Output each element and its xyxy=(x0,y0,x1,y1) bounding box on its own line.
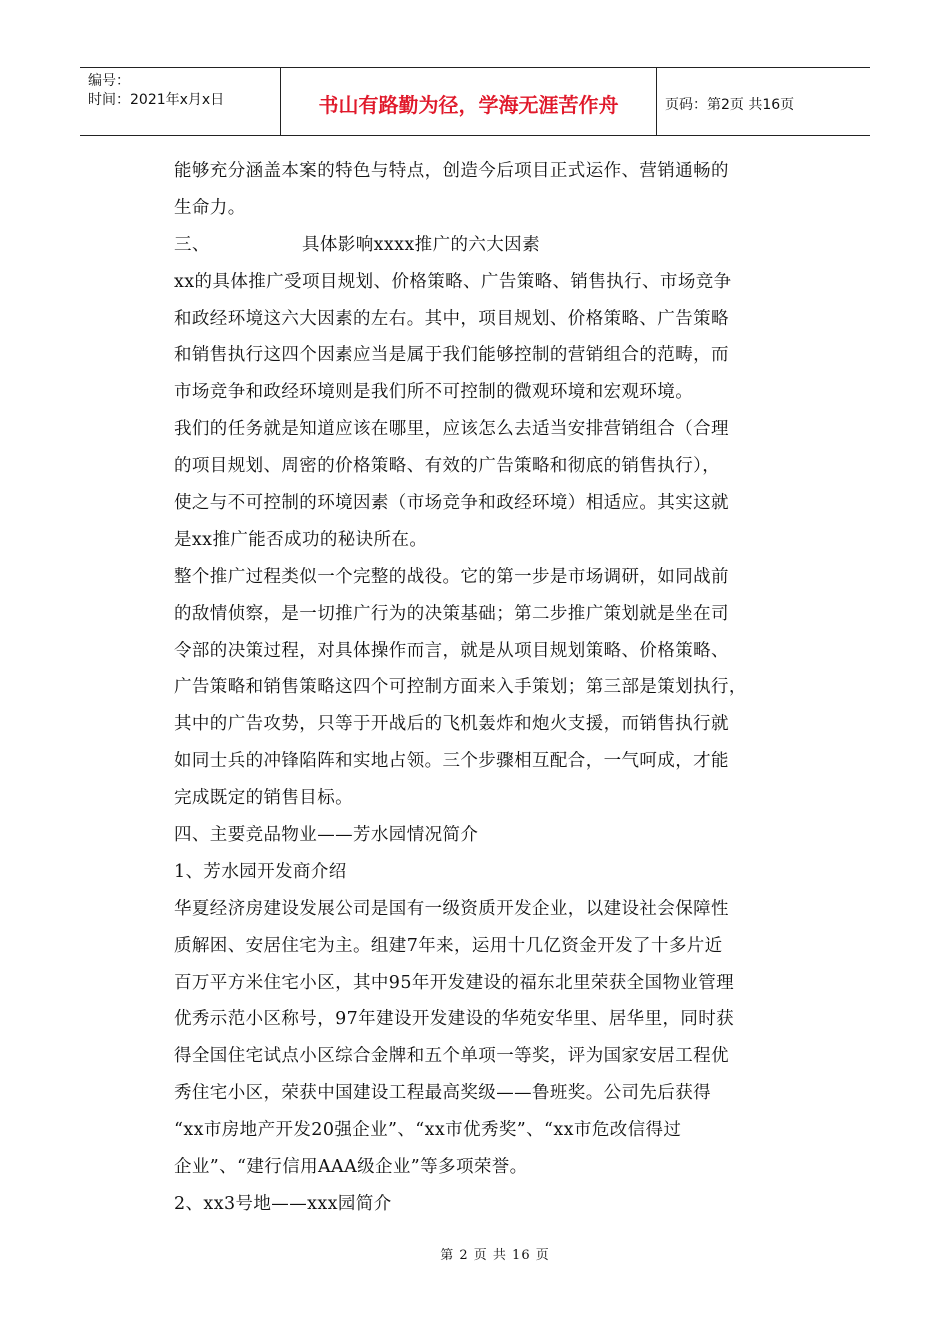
page-footer: 第 2 页 共 16 页 xyxy=(440,1248,550,1263)
paragraph-line: 令部的决策过程，对具体操作而言，就是从项目规划策略、价格策略、 xyxy=(174,640,729,661)
paragraph-line: “xx市房地产开发20强企业”、“xx市优秀奖”、“xx市危改信得过 xyxy=(174,1120,682,1141)
paragraph-line: 优秀示范小区称号，97年建设开发建设的华苑安华里、居华里，同时获 xyxy=(174,1009,735,1030)
paragraph-line: 市场竞争和政经环境则是我们所不可控制的微观环境和宏观环境。 xyxy=(174,382,694,403)
document-number-label: 编号： xyxy=(88,73,130,89)
paragraph-line: 的敌情侦察，是一切推广行为的决策基础；第二步推广策划就是坐在司 xyxy=(174,603,729,624)
paragraph-line: 整个推广过程类似一个完整的战役。它的第一步是市场调研，如同战前 xyxy=(174,566,729,587)
paragraph-line: 我们的任务就是知道应该在哪里，应该怎么去适当安排营销组合（合理 xyxy=(174,419,729,440)
section-heading-text: 具体影响xxxx推广的六大因素 xyxy=(302,234,540,255)
paragraph-line: 得全国住宅试点小区综合金牌和五个单项一等奖，评为国家安居工程优 xyxy=(174,1046,729,1067)
section-heading-4: 四、主要竞品物业——芳水园情况简介 xyxy=(174,825,479,846)
paragraph-line: 和销售执行这四个因素应当是属于我们能够控制的营销组合的范畴，而 xyxy=(174,345,729,366)
paragraph-line: 质解困、安居住宅为主。组建7年来，运用十几亿资金开发了十多片近 xyxy=(174,935,723,956)
header-meta xyxy=(80,68,281,135)
document-body xyxy=(174,153,786,1223)
subsection-heading-2: 2、xx3号地——xxx园简介 xyxy=(174,1193,392,1214)
paragraph-line: 使之与不可控制的环境因素（市场竞争和政经环境）相适应。其实这就 xyxy=(174,493,729,514)
paragraph-line: 华夏经济房建设发展公司是国有一级资质开发企业，以建设社会保障性 xyxy=(174,898,729,919)
paragraph-line: 秀住宅小区，荣获中国建设工程最高奖级——鲁班奖。公司先后获得 xyxy=(174,1083,711,1104)
paragraph-line: 是xx推广能否成功的秘诀所在。 xyxy=(174,529,428,550)
paragraph-line: 其中的广告攻势，只等于开战后的飞机轰炸和炮火支援，而销售执行就 xyxy=(174,714,729,735)
subsection-heading-1: 1、芳水园开发商介绍 xyxy=(174,861,347,882)
paragraph-line: 企业”、“建行信用AAA级企业”等多项荣誉。 xyxy=(174,1157,528,1178)
header-motto: 书山有路勤为径，学海无涯苦作舟 xyxy=(281,68,657,135)
paragraph-line: 完成既定的销售目标。 xyxy=(174,788,353,809)
document-time-label: 时间：2021年x月x日 xyxy=(88,92,225,108)
paragraph-line: 如同士兵的冲锋陷阵和实地占领。三个步骤相互配合，一气呵成，才能 xyxy=(174,751,729,772)
section-heading-number: 三、 xyxy=(174,234,210,255)
paragraph-line: 和政经环境这六大因素的左右。其中，项目规划、价格策略、广告策略 xyxy=(174,308,729,329)
section-heading-3 xyxy=(174,227,786,264)
paragraph-line: 广告策略和销售策略这四个可控制方面来入手策划；第三部是策划执行， xyxy=(174,677,747,698)
header-page-info: 页码：第2页 共16页 xyxy=(665,96,795,113)
paragraph-line: 百万平方米住宅小区，其中95年开发建设的福东北里荣获全国物业管理 xyxy=(174,972,735,993)
paragraph-line: 能够充分涵盖本案的特色与特点，创造今后项目正式运作、营销通畅的 xyxy=(174,161,729,181)
page-header xyxy=(80,67,870,136)
paragraph-line: xx的具体推广受项目规划、价格策略、广告策略、销售执行、市场竞争 xyxy=(174,271,732,292)
paragraph-line: 的项目规划、周密的价格策略、有效的广告策略和彻底的销售执行）， xyxy=(174,456,721,477)
paragraph-line: 生命力。 xyxy=(174,197,246,218)
